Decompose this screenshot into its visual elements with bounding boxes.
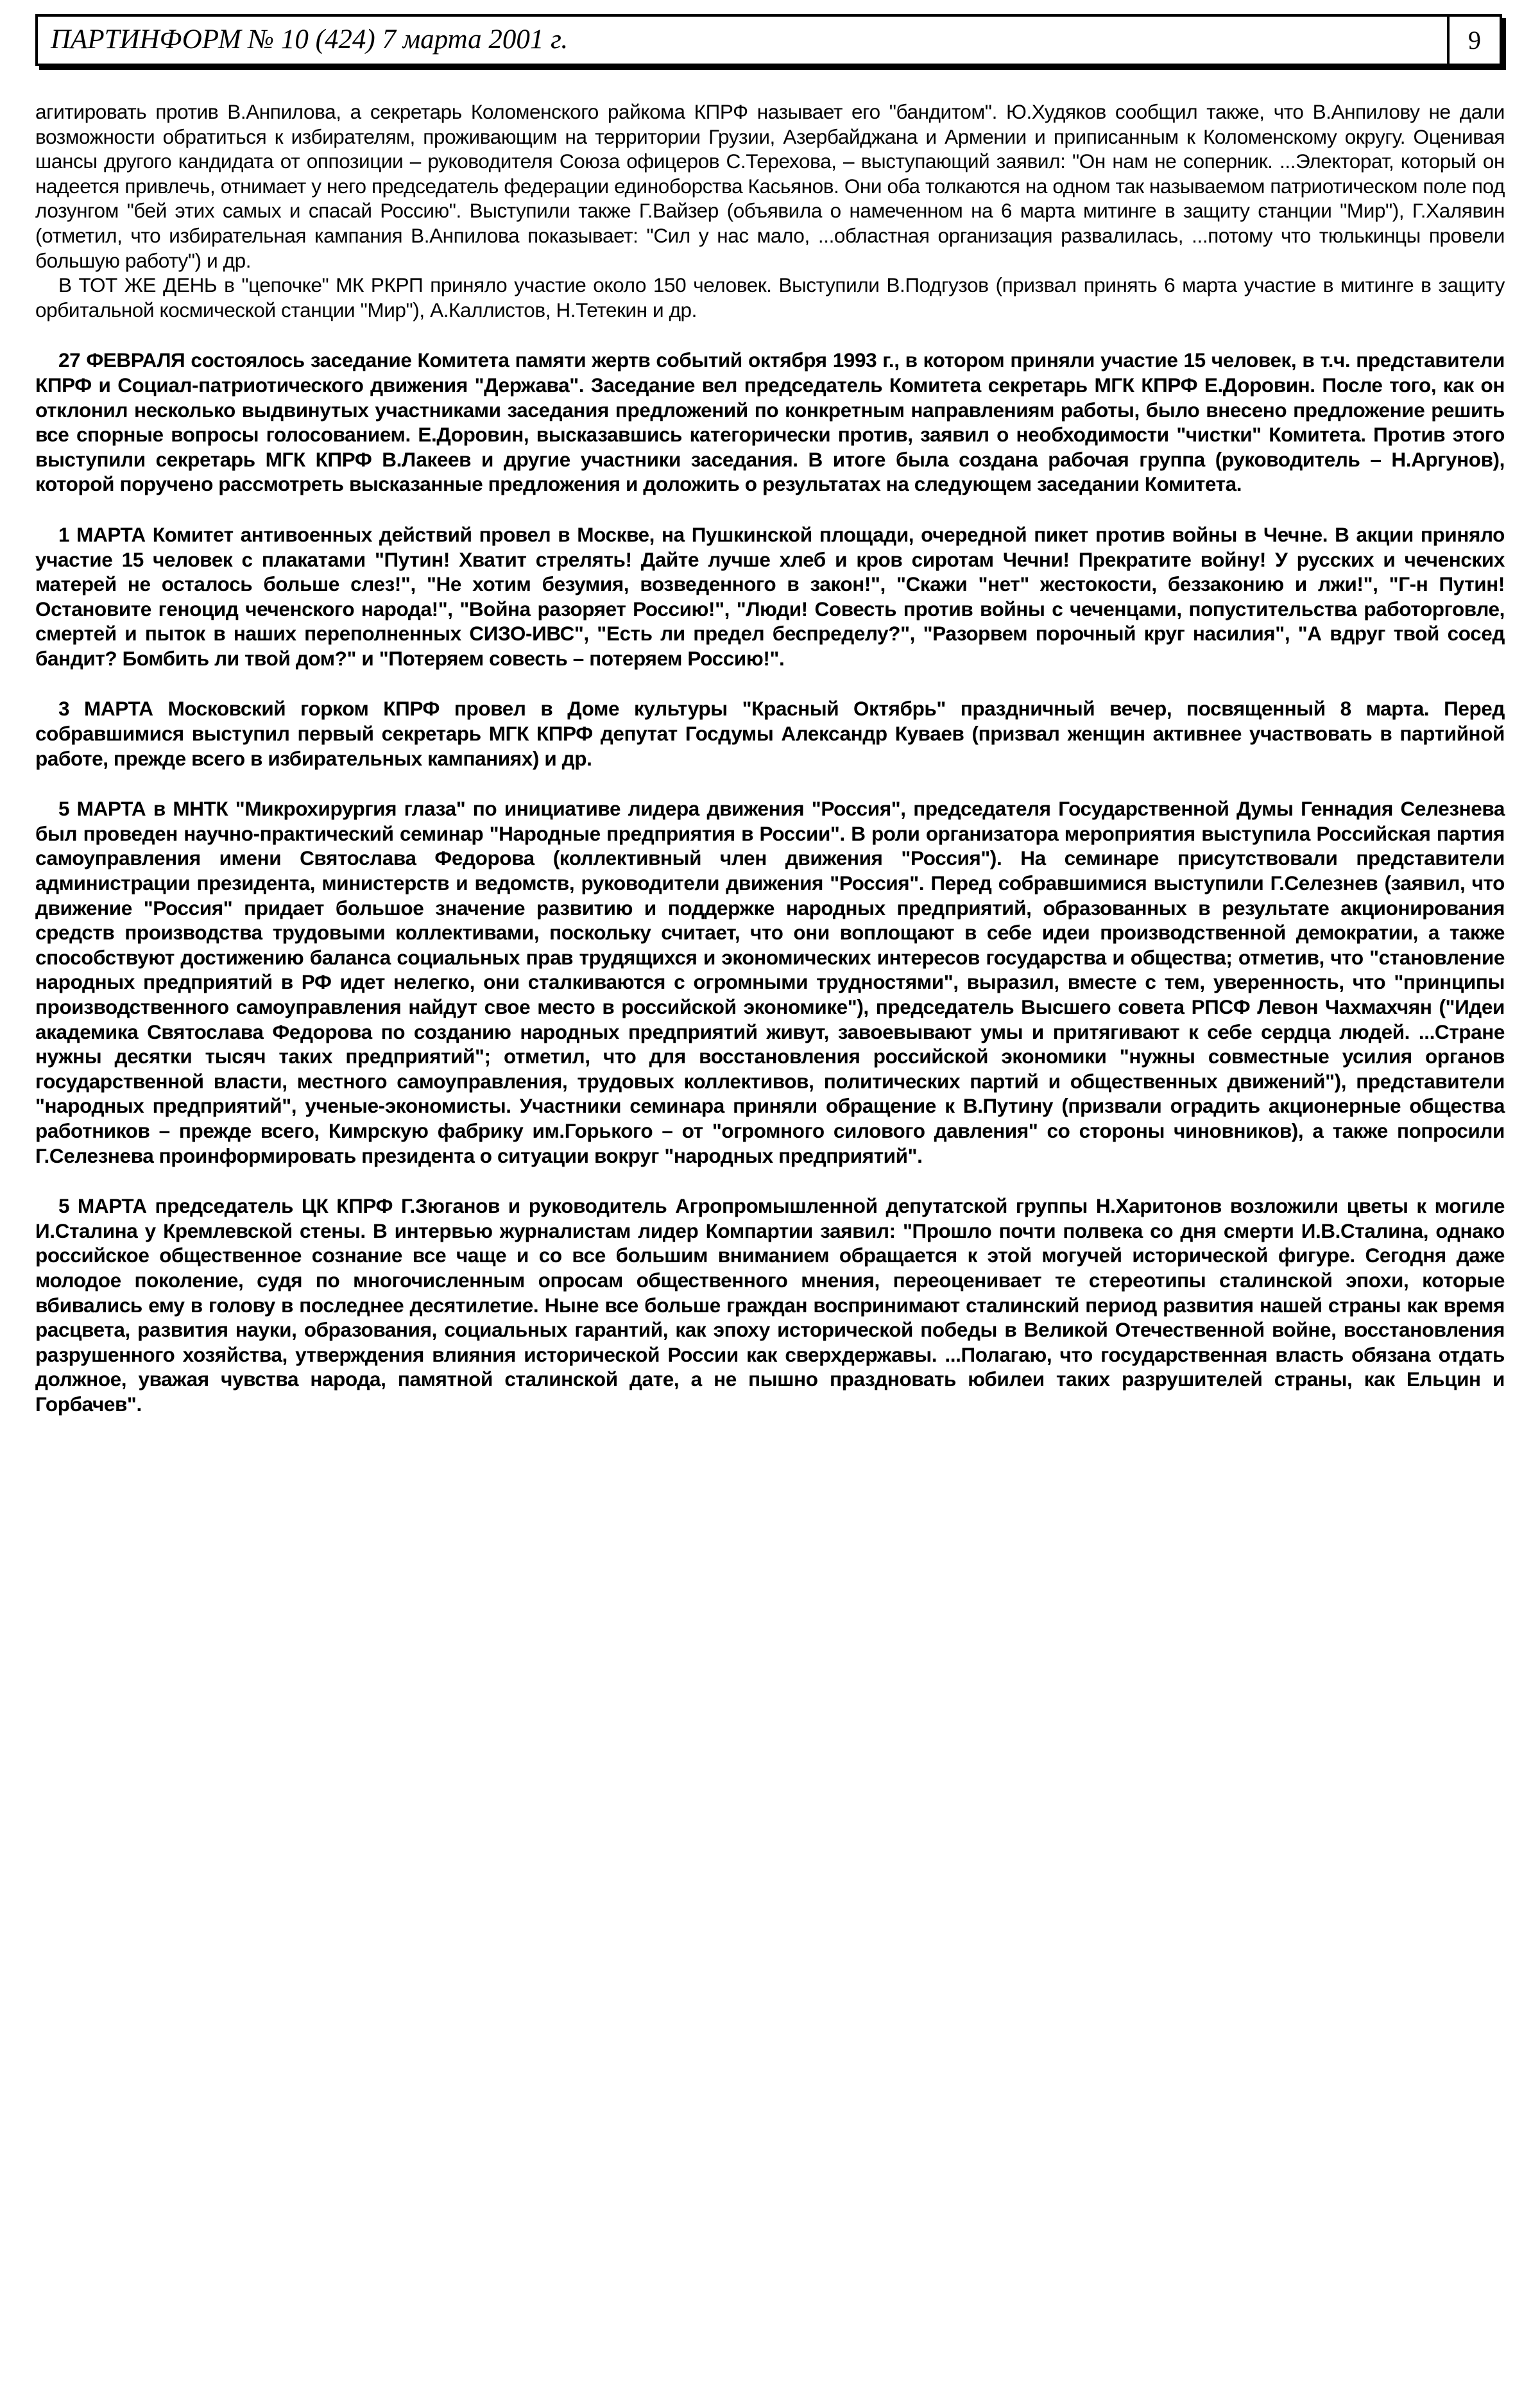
page-number: 9 [1447, 17, 1500, 64]
article-body [35, 99, 1505, 1417]
newsletter-header [35, 14, 1502, 66]
paragraph-same-day: В ТОТ ЖЕ ДЕНЬ в "цепочке" МК РКРП приняло участие около 150 человек. Выступили В.Подгузов (призвал принять 6 марта участие в митинге в защиту орбитальной космической станции "Мир"), А.Каллистов, Н.Тетекин и др. [35, 273, 1505, 321]
paragraph-continuation: агитировать против В.Анпилова, а секретарь Коломенского райкома КПРФ называет его "бандитом". Ю.Худяков сообщил также, что В.Анпилову не дали возможности обратиться к избирателям, проживающим на территории Грузии, Азербайджана и Армении и приписанным к Коломенскому округу. Оценивая шансы другого кандидата от оппозиции – руководителя Союза офицеров С.Терехова, – выступающий заявил: "Он нам не соперник. ...Электорат, который он надеется привлечь, отнимает у него председатель федерации единоборства Касьянов. Они оба толкаются на одном так называемом патриотическом поле под лозунгом "бей этих самых и спасай Россию". Выступили также Г.Вайзер (объявила о намеченном на 6 марта митинге в защиту станции "Мир"), Г.Халявин (отметил, что избирательная кампания В.Анпилова показывает: "Сил у нас мало, ...областная организация развалилась, ...потому что тюлькинцы провели большую работу") и др. [35, 100, 1505, 272]
paragraph-5-march-zyuganov: 5 МАРТА председатель ЦК КПРФ Г.Зюганов и руководитель Агропромышленной депутатской группы Н.Харитонов возложили цветы к могиле И.Сталина у Кремлевской стены. В интервью журналистам лидер Компартии заявил: "Прошло почти полвека со дня смерти И.В.Сталина, однако российское общественное сознание все чаще и со все большим вниманием обращается к этой могучей исторической фигуре. Сегодня даже молодое поколение, судя по многочисленным опросам общественного мнения, переоценивает те стереотипы сталинской эпохи, которые вбивались ему в голову в последнее десятилетие. Ныне все больше граждан воспринимают сталинский период развития нашей страны как время расцвета, развития науки, образования, социальных гарантий, как эпоху исторической победы в Великой Отечественной войне, восстановления разрушенного хозяйства, утверждения влияния исторической России как сверхдержавы. ...Полагаю, что государственная власть обязана отдать должное, уважая чувства народа, памятной сталинской дате, а не пышно праздновать юбилеи таких разрушителей страны, как Ельцин и Горбачев". [35, 1194, 1505, 1416]
paragraph-27-february: 27 ФЕВРАЛЯ состоялось заседание Комитета памяти жертв событий октября 1993 г., в котором приняли участие 15 человек, в т.ч. представители КПРФ и Социал-патриотического движения "Держава". Заседание вел председатель Комитета секретарь МГК КПРФ Е.Доровин. После того, как он отклонил несколько выдвинутых участниками заседания предложений по конкретным направлениям работы, было внесено предложение решить все спорные вопросы голосованием. Е.Доровин, высказавшись категорически против, заявил о необходимости "чистки" Комитета. Против этого выступили секретарь МГК КПРФ В.Лакеев и другие участники заседания. В итоге была создана рабочая группа (руководитель – Н.Аргунов), которой поручено рассмотреть высказанные предложения и доложить о результатах на следующем заседании Комитета. [35, 348, 1505, 496]
paragraph-5-march-seminar: 5 МАРТА в МНТК "Микрохирургия глаза" по инициативе лидера движения "Россия", председателя Государственной Думы Геннадия Селезнева был проведен научно-практический семинар "Народные предприятия в России". В роли организатора мероприятия выступила Российская партия самоуправления имени Святослава Федорова (коллективный член движения "Россия"). На семинаре присутствовали представители администрации президента, министерств и ведомств, руководители движения "Россия". Перед собравшимися выступили Г.Селезнев (заявил, что движение "Россия" придает большое значение развитию и поддержке народных предприятий, образованных в результате акционирования средств производства трудовыми коллективами, поскольку считает, что они воплощают в себе идеи производственной демократии, а также способствуют достижению баланса социальных прав трудящихся и экономических интересов государства и общества; отметив, что "становление народных предприятий в РФ идет нелегко, они сталкиваются с огромными трудностями", выразил, вместе с тем, уверенность, что "принципы производственного самоуправления найдут свое место в российской экономике"), председатель Высшего совета РПСФ Левон Чахмахчян ("Идеи академика Святослава Федорова по созданию народных предприятий живут, завоевывают умы и притягивают к себе сердца людей. ...Стране нужны десятки тысяч таких предприятий"; отметил, что для восстановления российской экономики "нужны совместные усилия органов государственной власти, местного самоуправления, трудовых коллективов, политических партий и общественных движений"), представители "народных предприятий", ученые-экономисты. Участники семинара приняли обращение к В.Путину (призвали оградить акционерные общества работников – прежде всего, Кимрскую фабрику им.Горького – от "огромного силового давления" со стороны чиновников), а также попросили Г.Селезнева проинформировать президента о ситуации вокруг "народных предприятий". [35, 797, 1505, 1167]
newsletter-title: ПАРТИНФОРМ № 10 (424) 7 марта 2001 г. [51, 24, 569, 55]
paragraph-1-march: 1 МАРТА Комитет антивоенных действий провел в Москве, на Пушкинской площади, очередной пикет против войны в Чечне. В акции приняло участие 15 человек с плакатами "Путин! Хватит стрелять! Дайте лучше хлеб и кров сиротам Чечни! Прекратите войну! У русских и чеченских матерей не осталось больше слез!", "Не хотим безумия, возведенного в закон!", "Скажи "нет" жестокости, беззаконию и лжи!", "Г-н Путин! Остановите геноцид чеченского народа!", "Война разоряет Россию!", "Люди! Совесть против войны с чеченцами, попустительства работорговле, смертей и пыток в наших переполненных СИЗО-ИВС", "Есть ли предел беспределу?", "Разорвем порочный круг насилия", "А вдруг твой сосед бандит? Бомбить ли твой дом?" и "Потеряем совесть – потеряем Россию!". [35, 522, 1505, 670]
paragraph-3-march: 3 МАРТА Московский горком КПРФ провел в Доме культуры "Красный Октябрь" праздничный вечер, посвященный 8 марта. Перед собравшимися выступил первый секретарь МГК КПРФ депутат Госдумы Александр Куваев (призвал женщин активнее участвовать в партийной работе, прежде всего в избирательных кампаниях) и др. [35, 697, 1505, 770]
